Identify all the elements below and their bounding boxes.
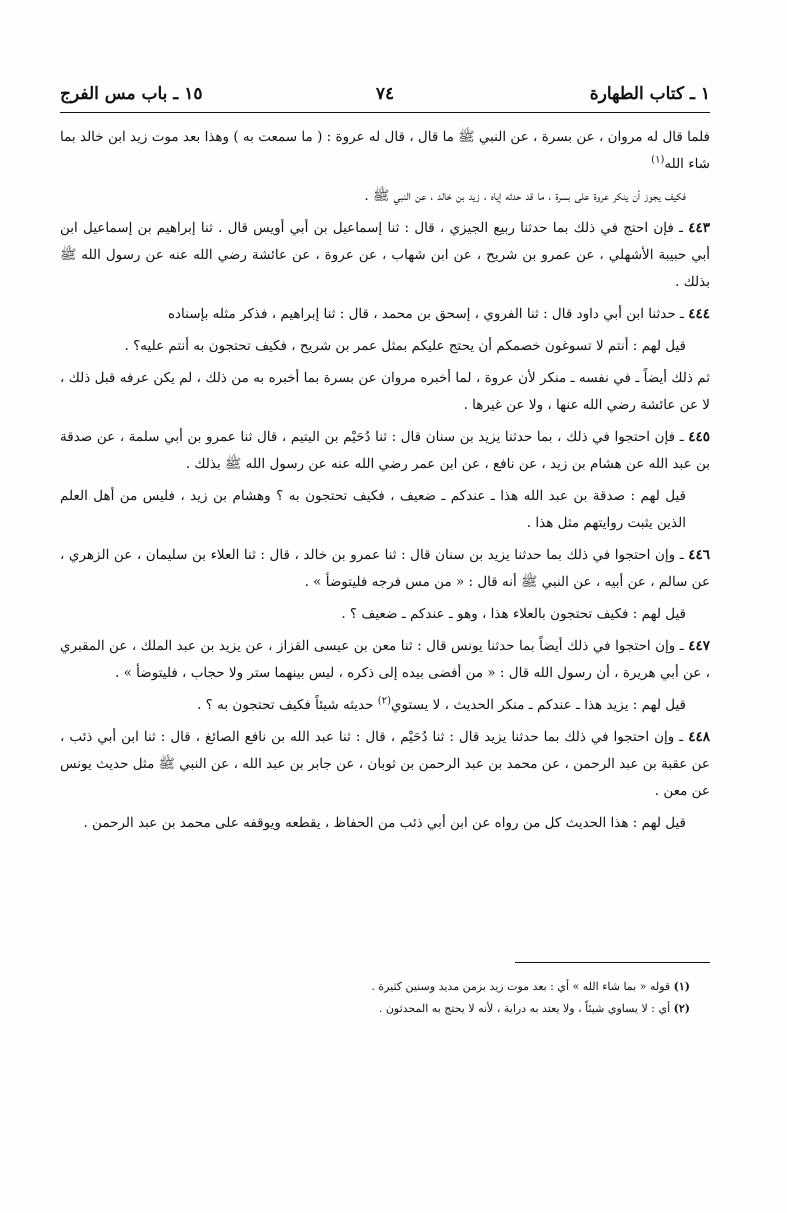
hadith-paragraph: ٤٤٣ ـ فإن احتج في ذلك بما حدثنا ربيع الجيزي ، قال : ثنا إسماعيل بن أبي أويس قال . ثنا إبراهيم بن إسماعيل ابن أبي حبيبة الأشهلي ، عن عمرو بن شريح ، عن ابن شهاب ، عن عروة ، عن عائشة رضي الله عنه عن رسول الله ﷺ بذلك .	[60, 220, 710, 290]
paragraph: قيل لهم : صدقة بن عبد الله هذا ـ عندكم ـ ضعيف ، فكيف تحتجون به ؟ وهشام بن زيد ، فليس من أهل العلم الذين يثبت روايتهم مثل هذا .	[60, 488, 686, 531]
hadith-number: ٤٤٤	[688, 306, 710, 322]
paragraph: ثم ذلك أيضاً ـ في نفسه ـ منكر لأن عروة ، لما أخبره مروان عن بسرة بما أخبره به من ذلك ، لم يكن عرفه قبل ذلك ، لا عن عائشة رضي الله عنها ، ولا عن غيرها .	[60, 370, 710, 413]
footnote: (١) قوله « بما شاء الله » أي : بعد موت زيد بزمن مديد وسنين كثيرة .	[371, 980, 690, 993]
hadith-paragraph: ٤٤٨ ـ وإن احتجوا في ذلك بما حدثنا يزيد قال : ثنا دُحَيْم ، قال : ثنا عبد الله بن نافع الصائغ ، قال : ثنا ابن أبي ذئب ، عن عقبة بن عبد الرحمن ، عن محمد بن عبد الرحمن بن ثوبان ، عن جابر بن عبد الله ، عن النبي ﷺ مثل حديث يونس عن معن .	[60, 729, 710, 799]
hadith-number: ٤٤٣	[688, 220, 710, 236]
hadith-paragraph: ٤٤٧ ـ وإن احتجوا في ذلك أيضاً بما حدثنا يونس قال : ثنا معن بن عيسى القزاز ، عن يزيد بن عبد الملك ، عن المقبري ، عن أبي هريرة ، أن رسول الله قال : « من أفضى بيده إلى ذكره ، ليس بينهما ستر ولا حجاب ، فليتوضأ » .	[60, 638, 710, 681]
hadith-number: ٤٤٦	[688, 547, 710, 563]
main-text	[60, 124, 710, 842]
hadith-number: ٤٤٧	[688, 638, 710, 654]
paragraph: قيل لهم : فكيف تحتجون بالعلاء هذا ، وهو ـ عندكم ـ ضعيف ؟ .	[341, 606, 686, 622]
footnote-divider	[515, 962, 710, 963]
footnote-ref: (٢)	[377, 695, 391, 707]
chapter-title: ١٥ ـ باب مس الفرج	[60, 84, 203, 104]
book-title: ١ ـ كتاب الطهارة	[589, 84, 710, 104]
page-number: ٧٤	[375, 84, 395, 104]
hadith-number: ٤٤٨	[688, 729, 710, 745]
paragraph: قيل لهم : أنتم لا تسوغون خصمكم أن يحتج عليكم بمثل عمر بن شريح ، فكيف تحتجون به أنتم عليه؟ .	[124, 338, 686, 354]
footnotes	[60, 976, 710, 1020]
paragraph: فكيف يجوز أن ينكر عروة على بسرة ، ما قد حدثه إياه ، زيد بن خالد ، عن النبي ﷺ .	[364, 188, 686, 204]
hadith-paragraph: ٤٤٤ ـ حدثنا ابن أبي داود قال : ثنا الفروي ، إسحق بن محمد ، قال : ثنا إبراهيم ، فذكر مثله بإسناده	[167, 306, 710, 322]
hadith-paragraph: ٤٤٦ ـ وإن احتجوا في ذلك بما حدثنا يزيد بن سنان قال : ثنا عمرو بن خالد ، قال : ثنا العلاء بن سليمان ، عن الزهري ، عن سالم ، عن أبيه ، عن النبي ﷺ أنه قال : « من مس فرجه فليتوضأ » .	[60, 547, 710, 590]
running-header	[60, 80, 710, 110]
paragraph: قيل لهم : يزيد هذا ـ عندكم ـ منكر الحديث ، لا يستوي$^{(٢)}$ حديثه شيئاً فكيف تحتجون به ؟ .	[197, 695, 686, 713]
footnote-ref: (١)	[651, 154, 665, 166]
paragraph: فلما قال له مروان ، عن بسرة ، عن النبي ﷺ ما قال ، قال له عروة : ( ما سمعت به ) وهذا بعد موت زيد ابن خالد بما شاء الله$^{(١)}$	[60, 129, 710, 172]
hadith-number: ٤٤٥	[688, 429, 711, 445]
footnote: (٢) أي : لا يساوي شيئاً ، ولا يعتد به دراية ، لأنه لا يحتج به المحدثون .	[378, 1002, 690, 1015]
paragraph: قيل لهم : هذا الحديث كل من رواه عن ابن أبي ذئب من الحفاظ ، يقطعه ويوقفه على محمد بن عبد الرحمن .	[83, 815, 686, 831]
hadith-paragraph: ٤٤٥ ـ فإن احتجوا في ذلك ، بما حدثنا يزيد بن سنان قال : ثنا دُحَيْم بن اليتيم ، قال ثنا عمرو بن أبي سلمة ، عن صدقة بن عبد الله عن هشام بن زيد ، عن نافع ، عن ابن عمر رضي الله عنه عن رسول الله ﷺ بذلك .	[60, 429, 711, 472]
header-divider	[60, 112, 710, 113]
